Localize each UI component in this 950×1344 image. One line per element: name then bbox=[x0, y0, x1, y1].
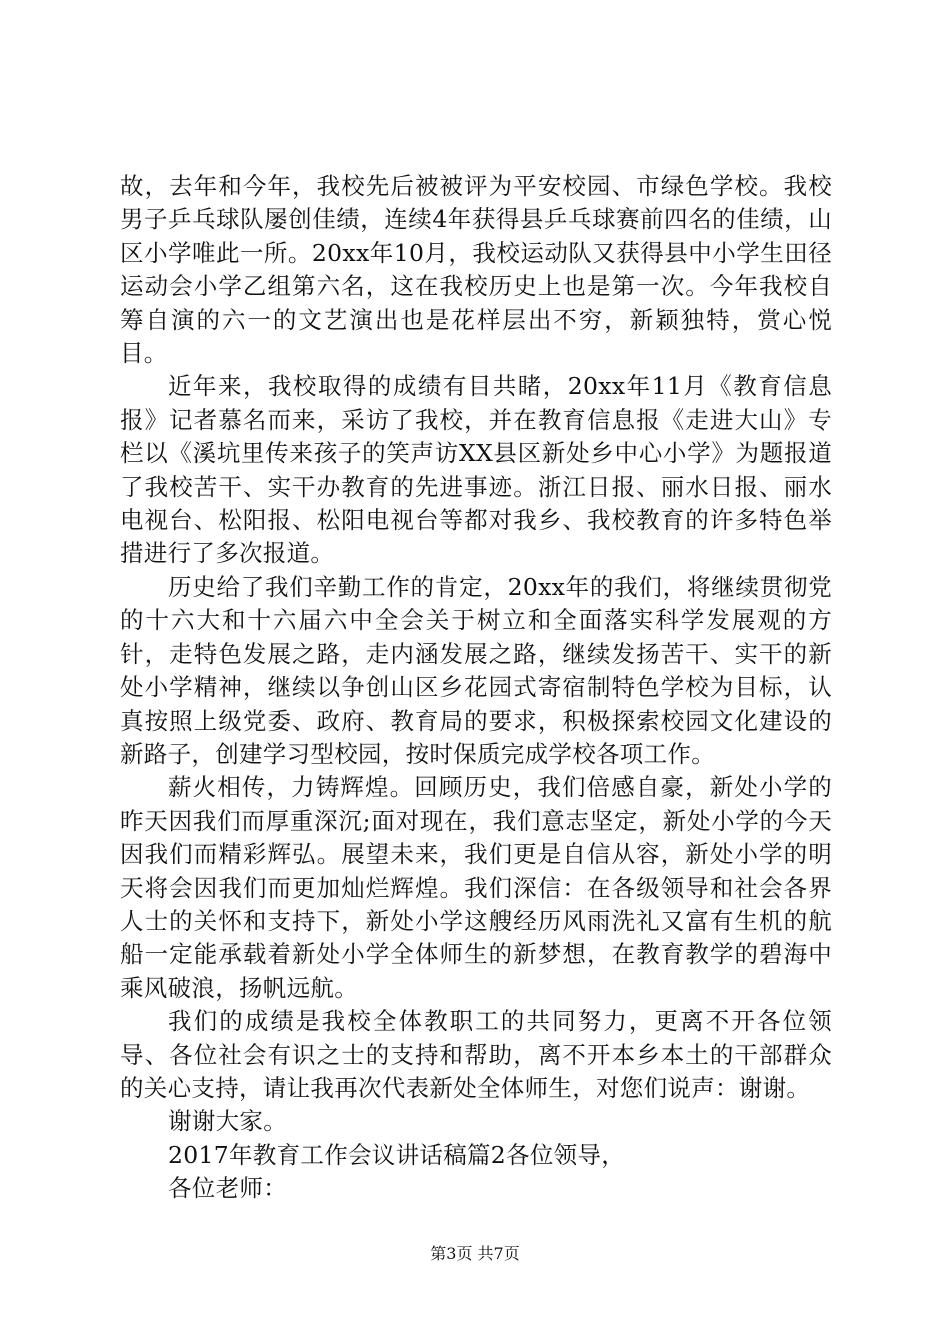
paragraph-closing: 谢谢大家。 bbox=[168, 1107, 287, 1136]
paragraph-outlook: 薪火相传，力铸辉煌。回顾历史，我们倍感自豪，新处小学的昨天因我们而厚重深沉;面对现在，我们意志坚定，新处小学的今天因我们而精彩辉弘。展望未来，我们更是自信从容，新处小学的明天将会因我们而更加灿烂辉煌。我们深信：在各级领导和社会各界人士的关怀和支持下，新处小学这艘经历风雨洗礼又富有生机的航船一定能承载着新处小学全体师生的新梦想，在教育教学的碧海中乘风破浪，扬帆远航。 bbox=[120, 773, 832, 1002]
paragraph-future-plans: 历史给了我们辛勤工作的肯定，20xx年的我们，将继续贯彻党的十六大和十六届六中全会关于树立和全面落实科学发展观的方针，走特色发展之路，走内涵发展之路，继续发扬苦干、实干的新处小学精神，继续以争创山区乡花园式寄宿制特色学校为目标，认真按照上级党委、政府、教育局的要求，积极探索校园文化建设的新路子，创建学习型校园，按时保质完成学校各项工作。 bbox=[120, 572, 832, 768]
paragraph-thanks: 我们的成绩是我校全体教职工的共同努力，更离不开各位领导、各位社会有识之士的支持和帮助，离不开本乡本土的干部群众的关心支持，请让我再次代表新处全体师生，对您们说声：谢谢。 bbox=[120, 1007, 832, 1102]
paragraph-salutation: 各位老师： bbox=[168, 1174, 287, 1203]
page-number-footer: 第3页 共7页 bbox=[430, 1244, 520, 1263]
paragraph-next-speech-title: 2017年教育工作会议讲话稿篇2各位领导， bbox=[168, 1140, 626, 1169]
paragraph-school-honors: 故，去年和今年，我校先后被被评为平安校园、市绿色学校。我校男子乒乓球队屡创佳绩，连续4年获得县乒乓球赛前四名的佳绩，山区小学唯此一所。20xx年10月，我校运动队又获得县中小学生田径运动会小学乙组第六名，这在我校历史上也是第一次。今年我校自筹自演的六一的文艺演出也是花样层出不穷，新颖独特，赏心悦目。 bbox=[120, 172, 832, 368]
document-body bbox=[120, 170, 832, 1206]
paragraph-media-reports: 近年来，我校取得的成绩有目共睹，20xx年11月《教育信息报》记者慕名而来，采访了我校，并在教育信息报《走进大山》专栏以《溪坑里传来孩子的笑声访XX县区新处乡中心小学》为题报道了我校苦干、实干办教育的先进事迹。浙江日报、丽水日报、丽水电视台、松阳报、松阳电视台等都对我乡、我校教育的许多特色举措进行了多次报道。 bbox=[120, 372, 832, 568]
